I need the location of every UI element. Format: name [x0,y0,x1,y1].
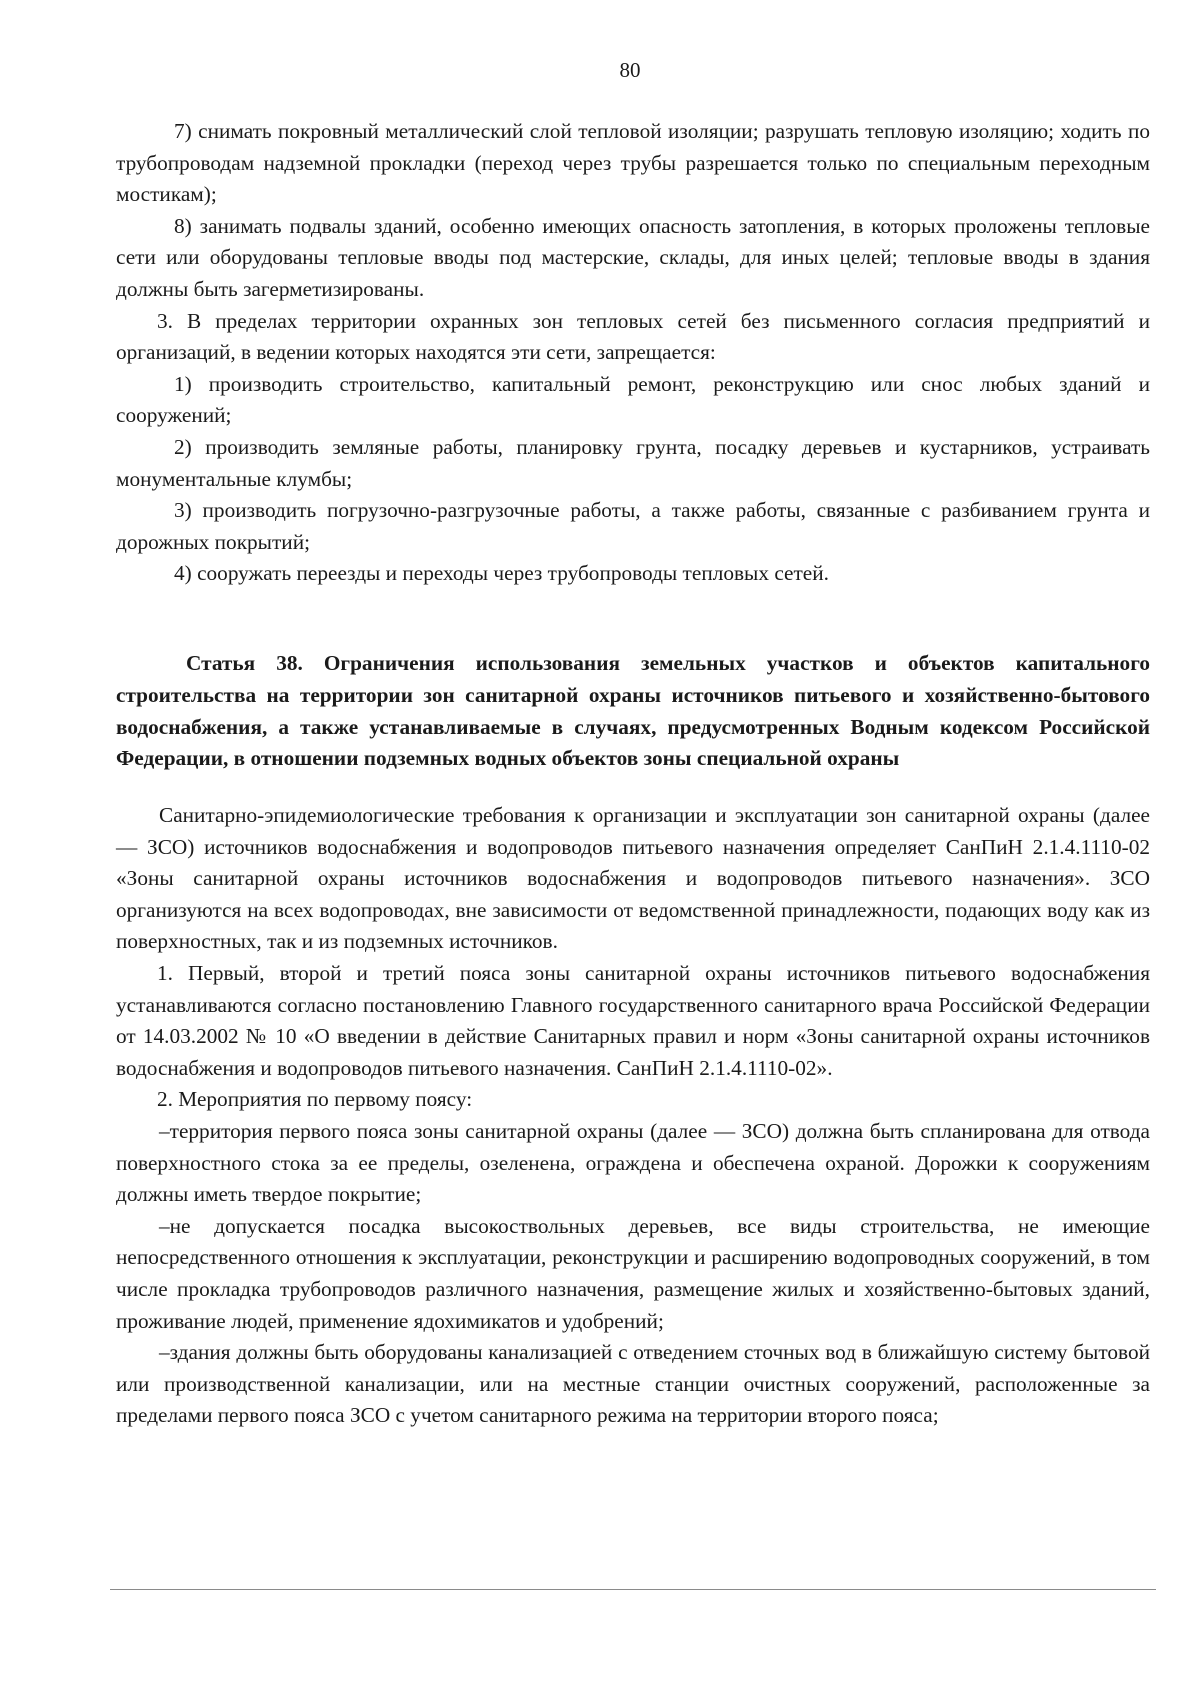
article-dash-item: –территория первого пояса зоны санитарной охраны (далее — ЗСО) должна быть спланирована для отвода поверхностного стока за ее пределы, озеленена, ограждена и обеспечена охраной. Дорожки к сооружениям должны иметь твердое покрытие; [116,1119,1150,1207]
article-intro: Санитарно-эпидемиологические требования к организации и эксплуатации зон санитарной охраны (далее — ЗСО) источников водоснабжения и водопроводов питьевого назначения определяет СанПиН 2.1.4.1110-02 «Зоны санитарной охраны источников водоснабжения и водопроводов питьевого назначения». ЗСО организуются на всех водопроводах, вне зависимости от ведомственной принадлежности, подающих воду как из поверхностных, так и из подземных источников. [116,803,1150,954]
page-number: 80 [619,58,641,82]
paragraph-clause-3: 3. В пределах территории охранных зон тепловых сетей без письменного согласия предприятий и организаций, в ведении которых находятся эти сети, запрещается: [116,308,1150,365]
paragraph-clause-3-item-3: 3) производить погрузочно-разгрузочные работы, а также работы, связанные с разбиванием грунта и дорожных покрытий; [116,498,1150,554]
paragraph-item-8: 8) занимать подвалы зданий, особенно имеющих опасность затопления, в которых проложены тепловые сети или оборудованы тепловые вводы под мастерские, склады, для иных целей; тепловые вводы в здания должны быть загерметизированы. [116,213,1150,301]
paragraph-item-7: 7) снимать покровный металлический слой тепловой изоляции; разрушать тепловую изоляцию; ходить по трубопроводам надземной прокладки (переход через трубы разрешается только по специальным переходным мостикам); [116,119,1150,207]
article-dash-item: –не допускается посадка высокоствольных деревьев, все виды строительства, не имеющие непосредственного отношения к эксплуатации, реконструкции и расширению водопроводных сооружений, в том числе прокладка трубопроводов различного назначения, размещение жилых и хозяйственно-бытовых зданий, проживание людей, применение ядохимикатов и удобрений; [116,1213,1150,1333]
paragraph-clause-3-item-2: 2) производить земляные работы, планировку грунта, посадку деревьев и кустарников, устраивать монументальные клумбы; [116,434,1150,491]
document-body [116,116,1150,1432]
paragraph-clause-3-item-1: 1) производить строительство, капитальный ремонт, реконструкцию или снос любых зданий и сооружений; [116,371,1150,428]
article-heading: Статья 38. Ограничения использования земельных участков и объектов капитального строительства на территории зон санитарной охраны источников питьевого и хозяйственно-бытового водоснабжения, а также устанавливаемые в случаях, предусмотренных Водным кодексом Российской Федерации, в отношении подземных водных объектов зоны специальной охраны [116,650,1150,771]
article-item-1: 1. Первый, второй и третий пояса зоны санитарной охраны источников питьевого водоснабжения устанавливаются согласно постановлению Главного государственного санитарного врача Российской Федерации от 14.03.2002 № 10 «О введении в действие Санитарных правил и норм «Зоны санитарной охраны источников водоснабжения и водопроводов питьевого назначения. СанПиН 2.1.4.1110-02». [116,961,1150,1080]
bottom-divider [110,1589,1156,1590]
article-dash-item: –здания должны быть оборудованы канализацией с отведением сточных вод в ближайшую систему бытовой или производственной канализации, или на местные станции очистных сооружений, расположенные за пределами первого пояса ЗСО с учетом санитарного режима на территории второго пояса; [116,1340,1150,1428]
article-item-2: 2. Мероприятия по первому поясу: [157,1087,473,1112]
paragraph-clause-3-item-4: 4) сооружать переезды и переходы через трубопроводы тепловых сетей. [174,561,829,586]
